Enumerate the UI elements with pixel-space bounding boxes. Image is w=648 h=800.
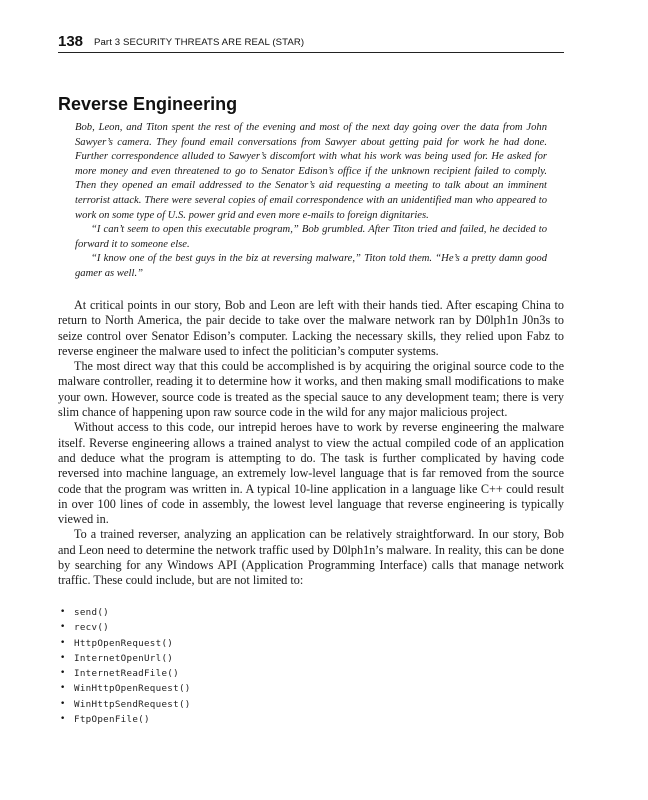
api-call-list <box>58 605 358 727</box>
body-paragraph: The most direct way that this could be accomplished is by acquiring the original source code to the malware controller, reading it to determine how it works, and then making small modifications to make your own. However, source code is treated as the special sauce to any development team; there is very slim chance of happening upon raw source code in the wild for any major malicious project. <box>58 359 564 420</box>
list-item <box>58 697 358 712</box>
story-paragraph: “I can’t seem to open this executable program,” Bob grumbled. After Titon tried and failed, he decided to forward it to someone else. <box>75 224 547 250</box>
bullet-icon: • <box>60 652 66 663</box>
api-call: recv() <box>74 622 109 634</box>
list-item <box>58 636 358 651</box>
bullet-icon: • <box>60 668 66 679</box>
api-call: FtpOpenFile() <box>74 714 150 726</box>
bullet-icon: • <box>60 698 66 709</box>
api-call: WinHttpSendRequest() <box>74 698 191 710</box>
bullet-icon: • <box>60 714 66 725</box>
section-title: Reverse Engineering <box>58 94 238 114</box>
list-item <box>58 681 358 696</box>
story-excerpt <box>75 121 547 282</box>
api-call: InternetReadFile() <box>74 668 179 680</box>
story-paragraph: Bob, Leon, and Titon spent the rest of the evening and most of the next day going over the data from John Sawyer’s camera. They found email conversations from Sawyer about getting paid for work he had done. Further correspondence alluded to Sawyer’s discomfort with what his work was being used for. He asked for more money and even threatened to go to Senator Edison’s office if the unknown recipient failed to comply. Then they opened an email addressed to the Senator’s aid requesting a meeting to talk about an imminent terrorist attack. There were several copies of email correspondence with an unidentified man who appeared to work on some type of U.S. power grid and even more e-mails to foreign dignitaries. <box>75 122 547 221</box>
api-call: InternetOpenUrl() <box>74 652 174 664</box>
body-paragraph: At critical points in our story, Bob and Leon are left with their hands tied. After escaping China to return to North America, the pair decide to take over the malware network ran by D0lph1n J0n3s to seize control over Senator Edison’s computer. Lacking the necessary skills, they relied upon Fabz to reverse engineer the malware used to infect the politician’s computer systems. <box>58 298 564 358</box>
bullet-icon: • <box>60 622 66 633</box>
body-text <box>58 298 564 589</box>
list-item <box>58 605 358 620</box>
body-paragraph: Without access to this code, our intrepid heroes have to work by reverse engineering the malware itself. Reverse engineering allows a trained analyst to view the actual compiled code of an application and deduce what the program is attempting to do. The task is further complicated by having code reversed into machine language, an extremely low-level language that is far removed from the source code that the program was written in. A typical 10-line application in a language like C++ could result in over 100 lines of code in assembly, the lowest level language that reverse engineering is typically viewed in. <box>58 420 564 527</box>
api-call: WinHttpOpenRequest() <box>74 683 191 695</box>
list-item <box>58 712 358 727</box>
bullet-icon: • <box>60 683 66 694</box>
running-head: Part 3 SECURITY THREATS ARE REAL (STAR) <box>94 37 305 48</box>
api-call: HttpOpenRequest() <box>74 637 174 649</box>
story-paragraph: “I know one of the best guys in the biz at reversing malware,” Titon told them. “He’s a pretty damn good gamer as well.” <box>75 253 547 279</box>
bullet-icon: • <box>60 607 66 617</box>
list-item <box>58 620 358 635</box>
bullet-icon: • <box>60 637 66 648</box>
api-call: send() <box>74 607 109 618</box>
page-number: 138 <box>58 33 84 50</box>
list-item <box>58 651 358 666</box>
header-rule <box>58 52 564 53</box>
body-paragraph: To a trained reverser, analyzing an application can be relatively straightforward. In our story, Bob and Leon need to determine the network traffic used by D0lph1n’s malware. In reality, this can be done by searching for any Windows API (Application Programming Interface) calls that manage network traffic. These could include, but are not limited to: <box>58 527 564 588</box>
list-item <box>58 666 358 681</box>
